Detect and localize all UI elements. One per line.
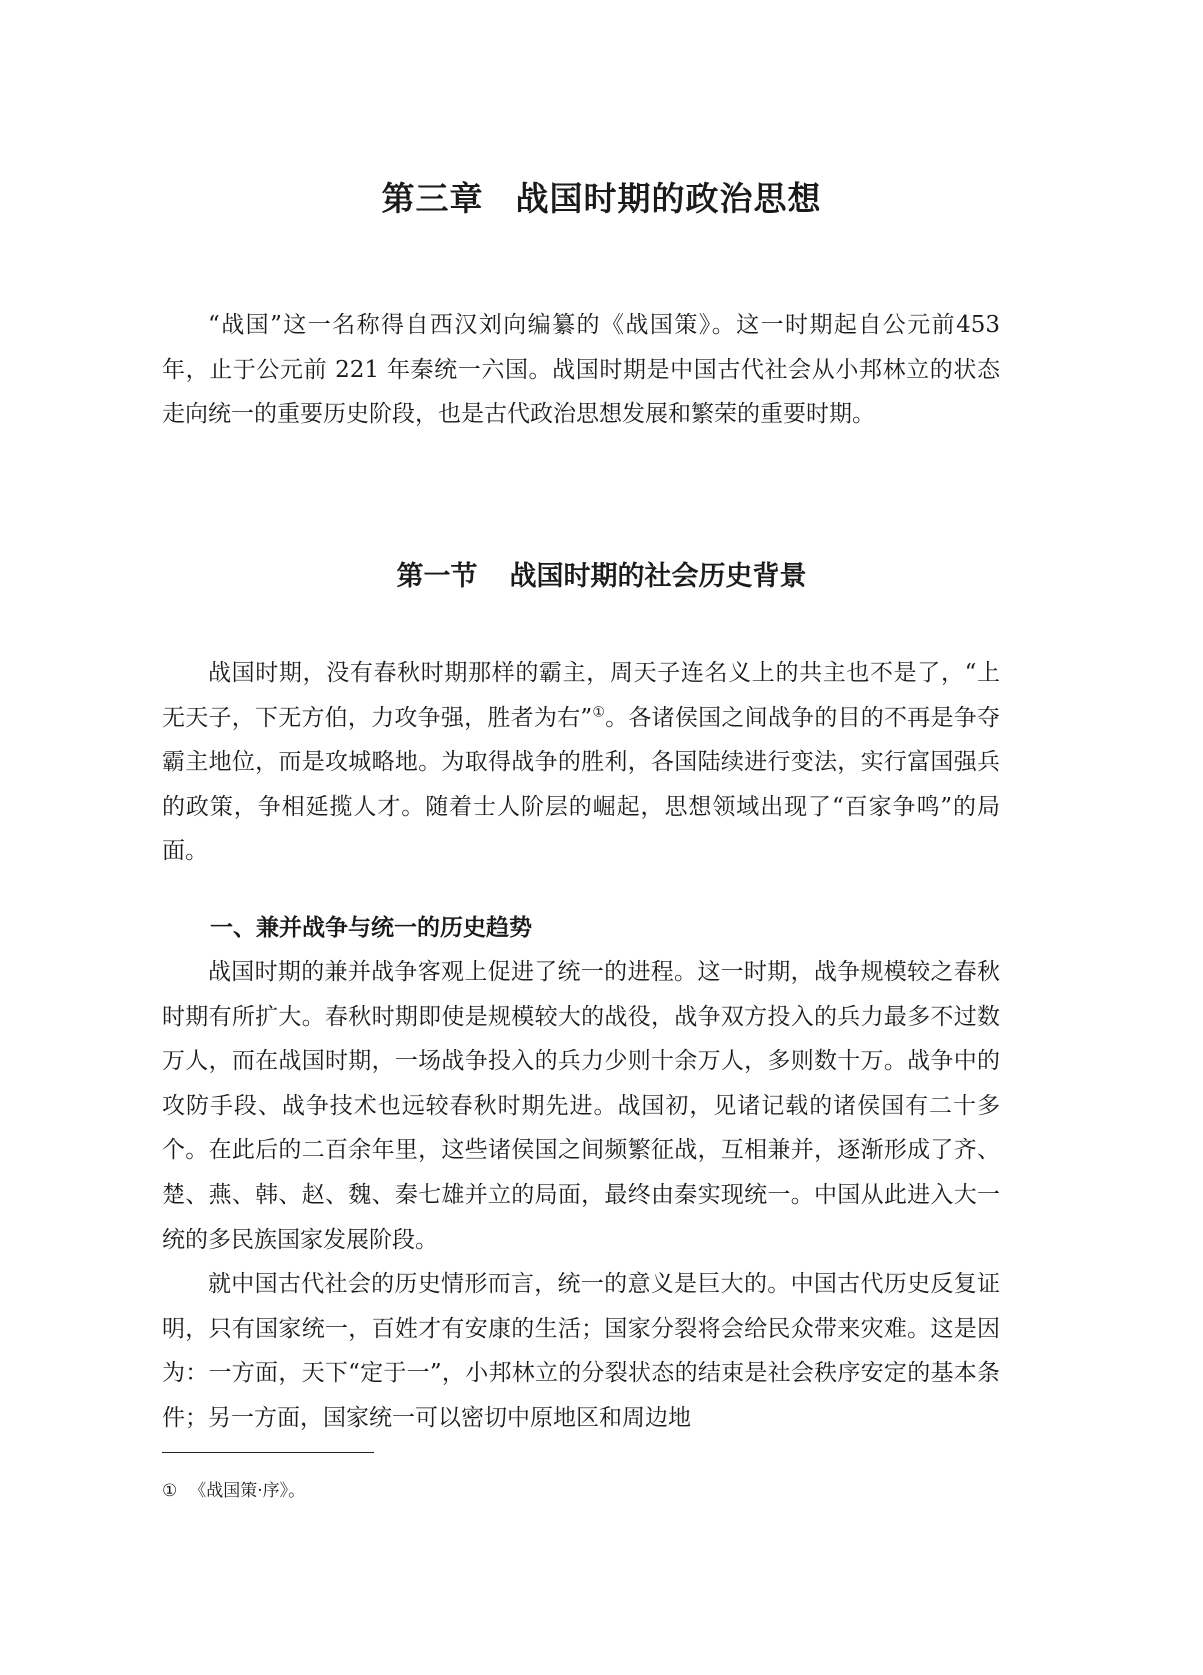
chapter-number: 第三章	[381, 179, 484, 218]
footnote-marker: ①	[162, 1481, 178, 1501]
subsection-title: 一、兼并战争与统一的历史趋势	[210, 915, 532, 941]
body-paragraph-1: 战国时期的兼并战争客观上促进了统一的进程。这一时期，战争规模较之春秋时期有所扩大。春秋时期即使是规模较大的战役，战争双方投入的兵力最多不过数万人，而在战国时期，一场战争投入的兵力少则十余万人，多则数十万。战争中的攻防手段、战争技术也远较春秋时期先进。战国初，见诸记载的诸侯国有二十多个。在此后的二百余年里，这些诸侯国之间频繁征战，互相兼并，逐渐形成了齐、楚、燕、韩、赵、魏、秦七雄并立的局面，最终由秦实现统一。中国从此进入大一统的多民族国家发展阶段。	[162, 959, 1000, 1253]
section-title	[0, 557, 1203, 597]
body-paragraph-2: 就中国古代社会的历史情形而言，统一的意义是巨大的。中国古代历史反复证明，只有国家统一，百姓才有安康的生活；国家分裂将会给民众带来灾难。这是因为：一方面，天下“定于一”，小邦林立的分裂状态的结束是社会秩序安定的基本条件；另一方面，国家统一可以密切中原地区和周边地	[162, 1271, 1000, 1431]
footnote	[162, 1478, 305, 1504]
chapter-name: 战国时期的政治思想	[515, 179, 822, 218]
section-paragraph-text-2: 。各诸侯国之间战争的目的不再是争夺霸主地位，而是攻城略地。为取得战争的胜利，各国陆续进行变法，实行富国强兵的政策，争相延揽人才。随着士人阶层的崛起，思想领域出现了“百家争鸣”的局面。	[162, 704, 1001, 865]
section-name: 战国时期的社会历史背景	[509, 561, 807, 592]
intro-paragraph: “战国”这一名称得自西汉刘向编纂的《战国策》。这一时期起自公元前453 年，止于公元前 221 年秦统一六国。战国时期是中国古代社会从小邦林立的状态走向统一的重要历史阶段，也是古代政治思想发展和繁荣的重要时期。	[162, 312, 1000, 428]
section-paragraph-text-1: 战国时期，没有春秋时期那样的霸主，周天子连名义上的共主也不是了，“上无天子，下无方伯，力攻争强，胜者为右”	[162, 660, 1000, 731]
section-number: 第一节	[396, 561, 478, 592]
footnote-text: 《战国策·序》。	[189, 1481, 306, 1501]
footnote-divider	[162, 1452, 374, 1453]
chapter-title	[0, 176, 1203, 222]
section-paragraph	[162, 651, 1000, 874]
footnote-reference[interactable]: ①	[592, 703, 606, 720]
